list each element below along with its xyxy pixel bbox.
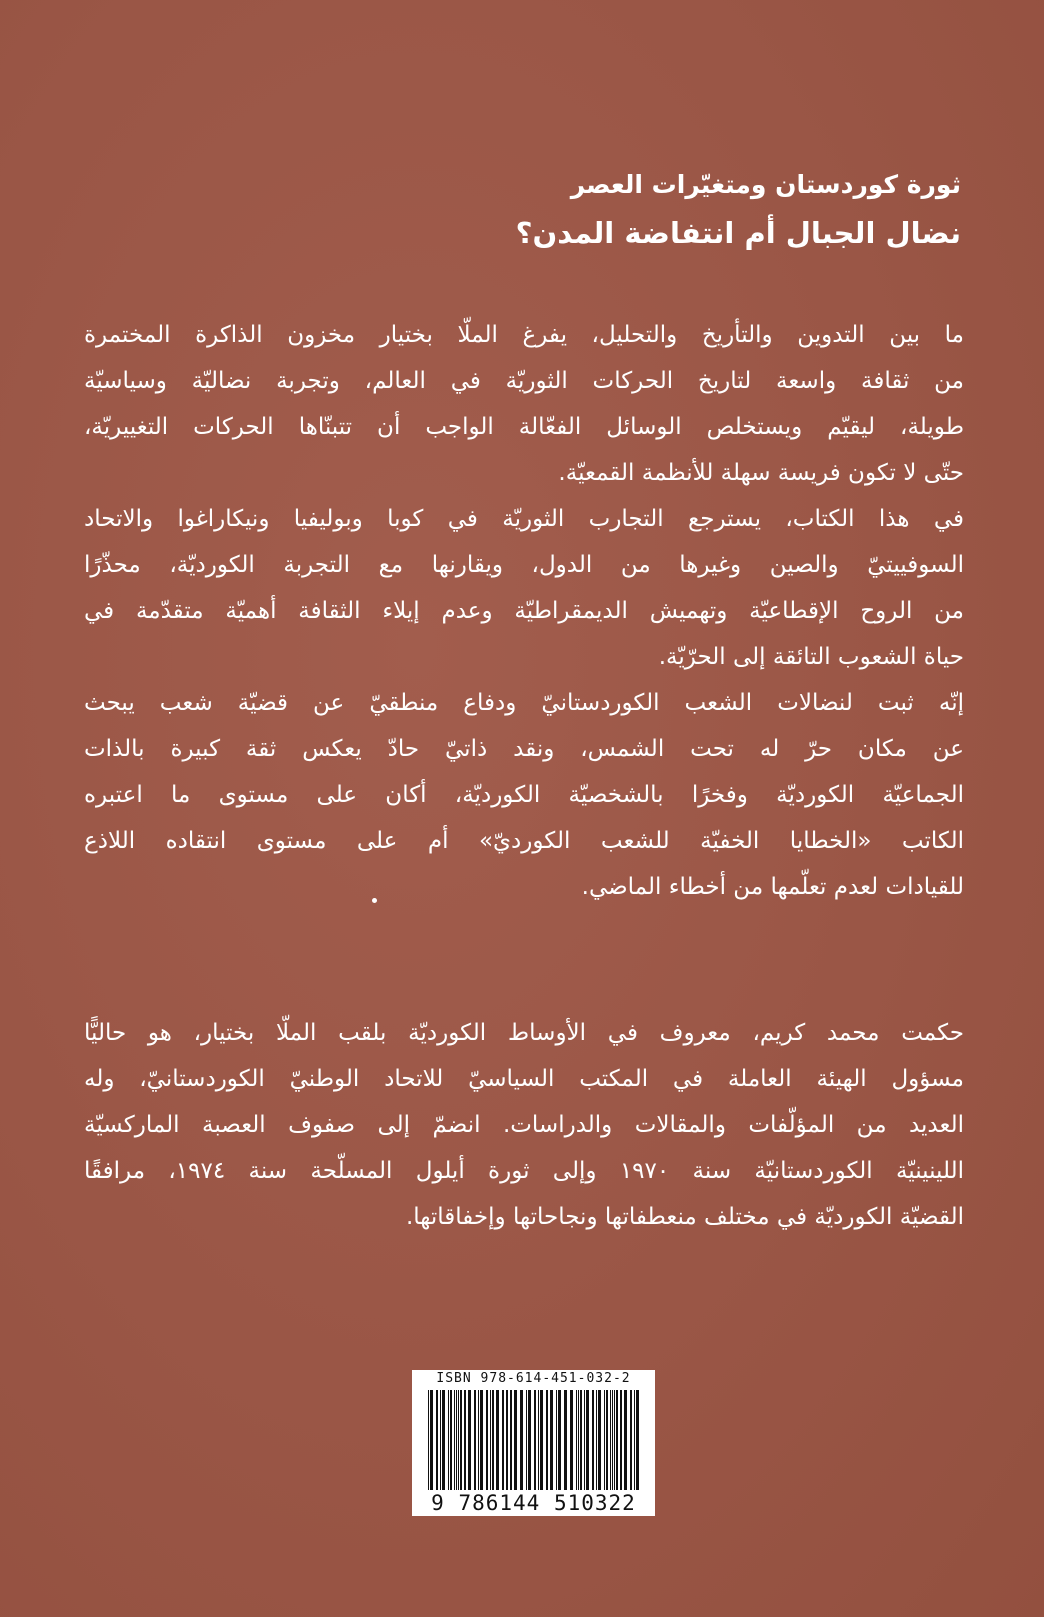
bio-line: مسؤول الهيئة العاملة في المكتب السياسيّ للاتحاد الوطنيّ الكوردستانيّ، وله <box>84 1066 964 1092</box>
barcode-bar <box>428 1390 429 1490</box>
book-title: ثورة كوردستان ومتغيّرات العصر <box>570 170 961 199</box>
barcode-bar <box>634 1390 635 1490</box>
barcode-bar <box>584 1390 585 1490</box>
barcode-icon <box>426 1390 641 1490</box>
barcode-bar <box>450 1390 452 1490</box>
barcode-bar <box>578 1390 579 1490</box>
barcode-bar <box>526 1390 527 1490</box>
barcode-bar <box>460 1390 462 1490</box>
description-line: طويلة، ليقيّم ويستخلص الوسائل الفعّالة الواجب أن تتبنّاها الحركات التغييريّة، <box>84 414 964 440</box>
barcode-bar <box>612 1390 613 1490</box>
barcode-bar <box>496 1390 499 1490</box>
barcode-bar <box>610 1390 611 1490</box>
author-bio <box>84 1010 964 1240</box>
barcode-bar <box>556 1390 557 1490</box>
description-line: عن مكان حرّ له تحت الشمس، ونقد ذاتيّ حادّ يعكس ثقة كبيرة بالذات <box>84 736 964 762</box>
barcode-bar <box>492 1390 494 1490</box>
barcode-bar <box>448 1390 449 1490</box>
description-line: للقيادات لعدم تعلّمها من أخطاء الماضي. <box>581 874 964 900</box>
description-line: من ثقافة واسعة لتاريخ الحركات الثوريّة في العالم، وتجربة نضاليّة وسياسيّة <box>84 368 964 394</box>
barcode-bar <box>502 1390 504 1490</box>
barcode-bar <box>486 1390 488 1490</box>
barcode-bar <box>604 1390 605 1490</box>
barcode-bar <box>510 1390 512 1490</box>
barcode-bar <box>540 1390 543 1490</box>
barcode-bar <box>586 1390 589 1490</box>
description-line: السوفييتيّ والصين وغيرها من الدول، ويقارنها مع التجربة الكورديّة، محذّرًا <box>84 552 964 578</box>
description-line: الجماعيّة الكورديّة وفخرًا بالشخصيّة الكورديّة، أكان على مستوى ما اعتبره <box>84 782 964 808</box>
barcode-bar <box>538 1390 539 1490</box>
description-line: حياة الشعوب التائقة إلى الحرّيّة. <box>658 644 964 670</box>
barcode-bar <box>558 1390 561 1490</box>
barcode-bar <box>550 1390 553 1490</box>
barcode-bar <box>478 1390 479 1490</box>
barcode-bar <box>520 1390 523 1490</box>
barcode-bar <box>570 1390 573 1490</box>
barcode-bar <box>442 1390 445 1490</box>
barcode-bar <box>546 1390 548 1490</box>
barcode-bar <box>464 1390 466 1490</box>
isbn-barcode <box>412 1370 655 1516</box>
barcode-bar <box>468 1390 471 1490</box>
book-description <box>84 312 964 910</box>
isbn-label: ISBN 978-614-451-032-2 <box>436 1371 631 1386</box>
barcode-bar <box>598 1390 601 1490</box>
barcode-bar <box>576 1390 577 1490</box>
description-line: في هذا الكتاب، يسترجع التجارب الثوريّة في كوبا وبوليفيا ونيكاراغوا والاتحاد <box>84 506 964 532</box>
barcode-bar <box>436 1390 438 1490</box>
barcode-bar <box>458 1390 459 1490</box>
barcode-bar <box>564 1390 567 1490</box>
book-subtitle: نضال الجبال أم انتفاضة المدن؟ <box>515 216 961 250</box>
decorative-dot <box>372 898 377 903</box>
barcode-digits: 9 786144 510322 <box>431 1491 636 1515</box>
bio-line: اللينينيّة الكوردستانيّة سنة ١٩٧٠ وإلى ثورة أيلول المسلّحة سنة ١٩٧٤، مرافقًا <box>84 1158 965 1184</box>
description-line: من الروح الإقطاعيّة وتهميش الديمقراطيّة وعدم إيلاء الثقافة أهميّة متقدّمة في <box>84 598 964 624</box>
barcode-bar <box>440 1390 441 1490</box>
barcode-bar <box>624 1390 627 1490</box>
barcode-bar <box>606 1390 608 1490</box>
barcode-bar <box>430 1390 433 1490</box>
barcode-bar <box>506 1390 508 1490</box>
barcode-bar <box>514 1390 517 1490</box>
barcode-bar <box>534 1390 536 1490</box>
barcode-bar <box>480 1390 483 1490</box>
barcode-bar <box>616 1390 618 1490</box>
barcode-bar <box>580 1390 582 1490</box>
bio-line: القضيّة الكورديّة في مختلف منعطفاتها ونجاحاتها وإخفاقاتها. <box>405 1204 964 1230</box>
description-line: ما بين التدوين والتأريخ والتحليل، يفرغ الملّا بختيار مخزون الذاكرة المختمرة <box>84 322 964 348</box>
bio-line: حكمت محمد كريم، معروف في الأوساط الكورديّة بلقب الملّا بختيار، هو حاليًّا <box>84 1020 964 1046</box>
barcode-bar <box>592 1390 594 1490</box>
barcode-bar <box>636 1390 639 1490</box>
description-line: إنّه ثبت لنضالات الشعب الكوردستانيّ ودفاع منطقيّ عن قضيّة شعب يبحث <box>84 690 964 716</box>
barcode-bar <box>596 1390 597 1490</box>
barcode-bar <box>454 1390 455 1490</box>
barcode-bar <box>528 1390 531 1490</box>
barcode-bar <box>490 1390 491 1490</box>
barcode-bar <box>620 1390 622 1490</box>
description-line: الكاتب «الخطايا الخفيّة للشعب الكورديّ» أم على مستوى انتقاده اللاذع <box>84 828 964 854</box>
barcode-bar <box>456 1390 457 1490</box>
barcode-bar <box>474 1390 476 1490</box>
description-line: حتّى لا تكون فريسة سهلة للأنظمة القمعيّة. <box>558 460 964 486</box>
bio-line: العديد من المؤلّفات والمقالات والدراسات. انضمّ إلى صفوف العصبة الماركسيّة <box>84 1112 964 1138</box>
barcode-bar <box>614 1390 615 1490</box>
barcode-bar <box>630 1390 632 1490</box>
